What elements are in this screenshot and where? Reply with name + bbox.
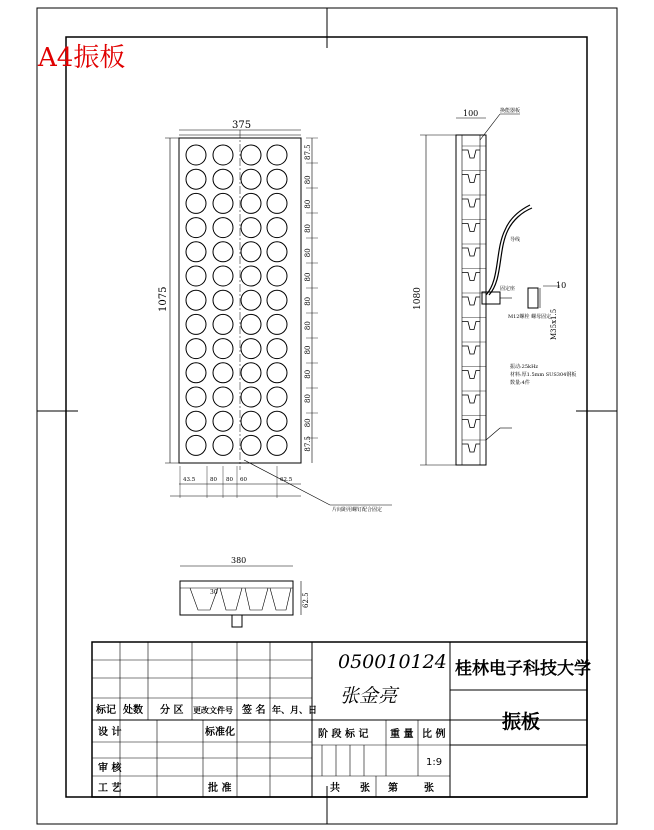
front-view (158, 120, 392, 513)
transducer-hole (267, 387, 287, 407)
side-transducer (462, 371, 480, 379)
sheet-total-unit: 张 (360, 783, 370, 794)
transducer-hole (186, 339, 206, 359)
row-pitch-label: 80 (304, 418, 312, 428)
bolt-label: 固定座 (500, 286, 516, 292)
side-transducer (462, 395, 480, 403)
transducer-hole (213, 314, 233, 334)
side-note-1: 振动:25kHz (510, 364, 539, 370)
row-pitch-label: 80 (304, 296, 312, 306)
transducer-hole (267, 411, 287, 431)
header-title: A4振板 (38, 43, 126, 73)
label-approve: 批 准 (208, 783, 232, 794)
transducer-hole (213, 242, 233, 262)
transducer-hole (213, 218, 233, 238)
scale-header: 比 例 (422, 729, 446, 740)
transducer-hole (186, 169, 206, 189)
sheet-no-unit: 张 (424, 783, 434, 794)
side-thickness-dim: 100 (463, 109, 479, 118)
side-view (413, 107, 576, 465)
transducer-hole (241, 218, 261, 238)
row-pitch-label: 80 (304, 199, 312, 209)
transducer-hole (213, 145, 233, 165)
leader-line (244, 460, 330, 505)
row-pitch-label: 80 (304, 272, 312, 282)
cable-note: 导线 (510, 237, 521, 243)
transducer-hole (267, 242, 287, 262)
transducer-hole (241, 314, 261, 334)
row-pitch-label: 80 (304, 175, 312, 185)
scale-value: 1:9 (426, 757, 443, 768)
transducer-hole (186, 145, 206, 165)
transducer-hole (267, 266, 287, 286)
row-pitch-label: 87.5 (304, 144, 312, 160)
side-transducer (462, 175, 480, 183)
centering-marks (37, 8, 617, 824)
transducer-hole (186, 363, 206, 383)
front-width-dim: 375 (232, 120, 252, 131)
transducer-hole (241, 290, 261, 310)
side-transducer (462, 224, 480, 232)
side-transducer (462, 444, 480, 452)
bolt-note: M12螺栓 螺母固定 (508, 314, 552, 320)
transducer-hole (241, 411, 261, 431)
front-height-dim: 1075 (158, 286, 169, 312)
bottom-dim-label: 60 (240, 477, 247, 483)
transducer-hole (186, 411, 206, 431)
transducer-hole (213, 339, 233, 359)
label-review: 审 核 (98, 763, 122, 774)
rev-header-sign: 签 名 (242, 705, 266, 716)
row-pitch-label: 87.5 (304, 436, 312, 452)
transducer-hole (241, 266, 261, 286)
side-transducer (462, 297, 480, 305)
thread-spec: M35x1.5 (550, 308, 558, 340)
side-transducer (462, 150, 480, 158)
bottom-dim-label: 62.5 (280, 477, 293, 483)
transducer-hole (213, 411, 233, 431)
thread-dim: 10 (556, 281, 567, 290)
drawing-number: 050010124 (338, 651, 447, 673)
transducer-hole (213, 363, 233, 383)
transducer-hole (241, 387, 261, 407)
transducer-hole (241, 169, 261, 189)
label-process: 工 艺 (98, 783, 122, 794)
bottom-small-dim: 30 (210, 589, 218, 596)
row-pitch-label: 80 (304, 394, 312, 403)
side-height-dim: 1080 (413, 287, 423, 310)
rev-header-docno: 更改文件号 (193, 706, 233, 715)
label-standardize: 标准化 (205, 727, 235, 738)
side-note-2: 材料:厚1.5mm SUS304钢板 (510, 372, 577, 378)
transducer-hole (213, 435, 233, 455)
row-pitch-label: 80 (304, 321, 312, 331)
part-name: 振板 (502, 711, 541, 733)
bottom-dim-label: 80 (210, 477, 217, 483)
transducer-hole (267, 363, 287, 383)
transducer-hole (186, 435, 206, 455)
rev-header-date: 年、月、日 (272, 706, 318, 716)
side-transducer (462, 248, 480, 256)
outer-border (37, 8, 617, 824)
rev-header-count: 处数 (123, 705, 143, 716)
weight-header: 重 量 (390, 729, 414, 740)
transducer-hole (241, 193, 261, 213)
transducer-hole (186, 193, 206, 213)
transducer-hole (186, 387, 206, 407)
stage-header: 阶 段 标 记 (318, 729, 369, 740)
transducer-hole (186, 266, 206, 286)
transducer-hole (213, 290, 233, 310)
rev-header-zone: 分 区 (160, 705, 184, 716)
transducer-hole (241, 339, 261, 359)
bolt-fitting (482, 292, 500, 304)
transducer-hole (186, 314, 206, 334)
transducer-hole (267, 435, 287, 455)
transducer-hole (267, 218, 287, 238)
thread-detail (528, 288, 538, 308)
bottom-view (180, 556, 310, 627)
transducer-hole (267, 314, 287, 334)
bottom-dim-label: 80 (226, 477, 233, 483)
side-transducer (462, 346, 480, 354)
cable (486, 205, 530, 295)
transducer-hole (213, 387, 233, 407)
sheet-total: 共 (330, 783, 340, 794)
school-name: 桂林电子科技大学 (455, 659, 591, 679)
side-transducer (462, 420, 480, 428)
transducer-hole (213, 266, 233, 286)
transducer-hole (186, 290, 206, 310)
transducer-hole (186, 218, 206, 238)
bottom-dims (180, 466, 293, 498)
transducer-hole (241, 242, 261, 262)
side-transducer (462, 199, 480, 207)
transducer-hole (267, 193, 287, 213)
row-pitch-label: 80 (304, 223, 312, 233)
designer-name: 张金亮 (340, 685, 398, 707)
label-design: 设 计 (98, 727, 122, 738)
sheet-no: 第 (388, 783, 398, 794)
transducer-hole (241, 435, 261, 455)
bottom-width-dim: 380 (231, 556, 247, 565)
transducer-hole (213, 169, 233, 189)
transducer-hole (267, 290, 287, 310)
row-pitch-label: 80 (304, 345, 312, 355)
bottom-height-dim: 62.5 (302, 592, 310, 608)
transducer-hole (267, 145, 287, 165)
transducer-hole (267, 339, 287, 359)
side-top-note: 换能器板 (500, 108, 521, 114)
row-pitch-label: 80 (304, 369, 312, 379)
inner-border (66, 37, 587, 797)
transducer-hole (267, 169, 287, 189)
transducer-hole (186, 242, 206, 262)
side-note-3: 数量:4件 (510, 380, 530, 386)
row-pitch-labels (304, 138, 318, 452)
row-pitch-label: 80 (304, 248, 312, 258)
bottom-fitting (232, 615, 242, 627)
side-transducer (462, 322, 480, 330)
transducer-hole (241, 145, 261, 165)
side-transducer (462, 273, 480, 281)
transducer-hole (241, 363, 261, 383)
rev-header-mark: 标记 (96, 705, 116, 716)
leader-note: 片间距用螺钉配合固定 (332, 507, 383, 513)
transducer-holes (186, 145, 287, 455)
title-block (92, 642, 591, 797)
transducer-hole (213, 193, 233, 213)
bottom-dim-label: 43.5 (183, 477, 196, 483)
